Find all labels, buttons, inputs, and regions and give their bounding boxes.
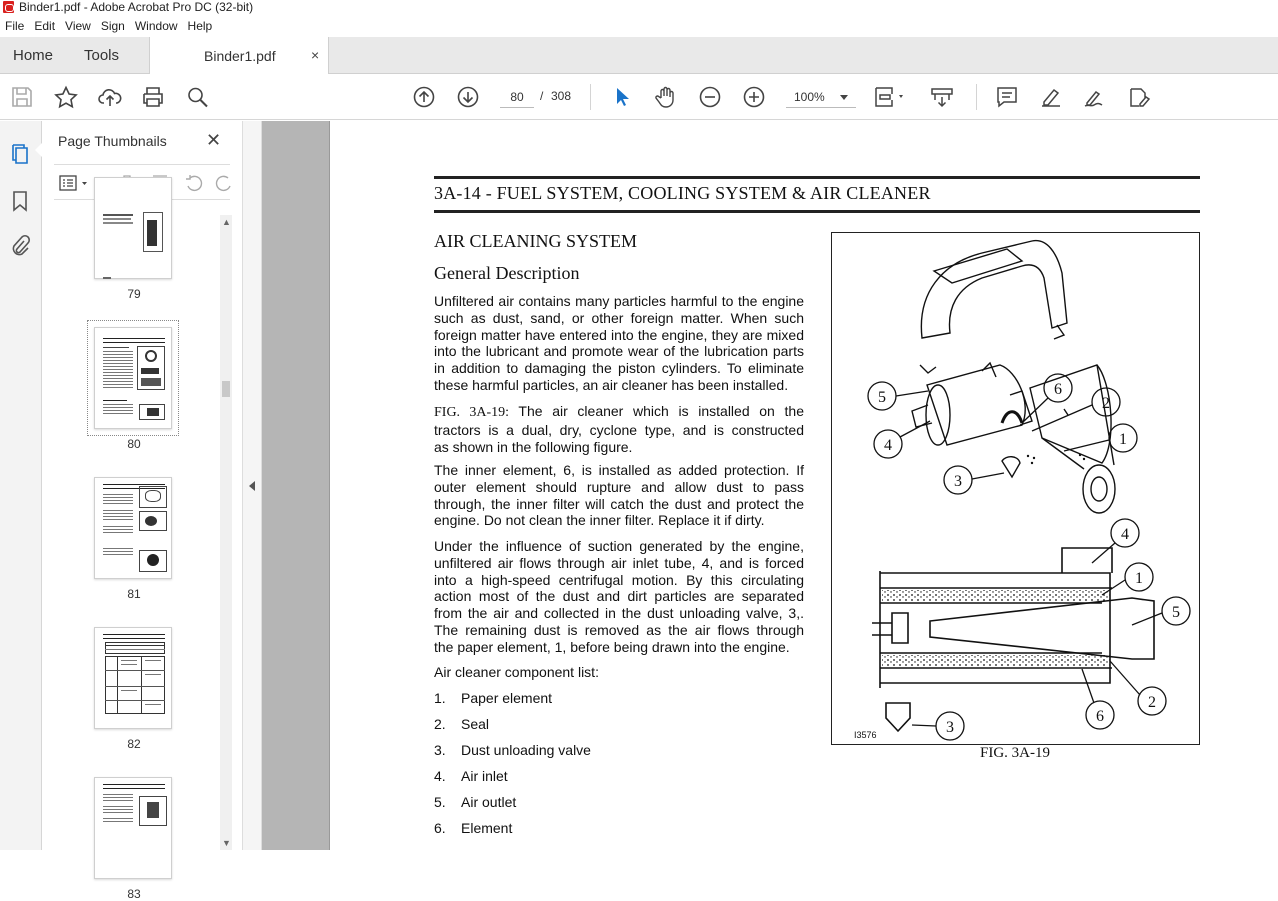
thumbnail-scrollbar[interactable] [220, 215, 232, 850]
hand-icon[interactable] [654, 86, 678, 108]
panel-title: Page Thumbnails [58, 133, 167, 149]
zoom-out-icon[interactable] [698, 86, 722, 108]
document-viewport[interactable] [262, 121, 1278, 850]
tab-home[interactable]: Home [13, 47, 54, 64]
callout-label: 1 [1119, 431, 1127, 448]
pdf-page [329, 121, 1278, 850]
list-item: 1. Paper element [434, 690, 553, 706]
chevron-down-icon[interactable]: ▼ [222, 838, 231, 848]
bookmark-icon[interactable] [9, 190, 31, 212]
menu-view[interactable]: View [65, 19, 91, 33]
acrobat-app-icon [3, 1, 14, 13]
list-item: 4. Air inlet [434, 768, 508, 784]
list-item: 2. Seal [434, 716, 490, 732]
options-menu-icon[interactable] [58, 174, 92, 192]
list-item: 6. Element [434, 820, 513, 836]
save-icon[interactable] [10, 86, 34, 108]
figure-caption: FIG. 3A-19 [980, 745, 1050, 761]
fit-page-icon[interactable] [873, 86, 907, 108]
list-item: 3. Dust unloading valve [434, 742, 591, 758]
rotate-left-icon[interactable] [184, 174, 204, 192]
toolbar-divider [976, 84, 977, 110]
zoom-value: 100% [794, 90, 825, 104]
header-rule-bottom [434, 210, 1200, 213]
sign-icon[interactable] [1083, 86, 1107, 108]
tab-document[interactable] [149, 37, 329, 74]
thumbnails-panel [42, 121, 242, 901]
callout-label: 2 [1102, 395, 1110, 412]
navigation-rail [0, 121, 42, 850]
title-bar [0, 0, 1278, 14]
select-arrow-icon[interactable] [610, 86, 634, 108]
section-title: AIR CLEANING SYSTEM [434, 231, 638, 251]
tab-tools[interactable]: Tools [84, 47, 120, 64]
active-panel-indicator [35, 143, 42, 157]
page-number-input[interactable]: 80 [500, 86, 534, 108]
component-list-title: Air cleaner component list: [434, 664, 599, 680]
page-header: 3A-14 - FUEL SYSTEM, COOLING SYSTEM & AIR CLEANER [434, 183, 931, 203]
menu-window[interactable]: Window [134, 19, 178, 33]
tab-close-icon[interactable]: × [311, 47, 320, 63]
tab-document-label: Binder1.pdf [204, 48, 276, 64]
callout-label: 6 [1096, 708, 1104, 725]
page-down-icon[interactable] [456, 86, 480, 108]
callout-label: 4 [1121, 526, 1129, 543]
figure-code: I3576 [854, 730, 877, 740]
zoom-in-icon[interactable] [742, 86, 766, 108]
subsection-title: General Description [434, 263, 580, 283]
close-icon[interactable]: ✕ [206, 130, 222, 150]
thumbnail-page[interactable] [94, 627, 172, 729]
list-item: 5. Air outlet [434, 794, 517, 810]
attachment-icon[interactable] [9, 235, 31, 257]
callout-label: 6 [1054, 381, 1062, 398]
panel-splitter[interactable] [242, 121, 262, 850]
thumbnail-page-number: 82 [127, 737, 141, 751]
chevron-down-icon [840, 95, 848, 100]
zoom-select[interactable] [786, 86, 856, 108]
callout-label: 5 [1172, 604, 1180, 621]
search-icon[interactable] [186, 86, 210, 108]
tab-bar [0, 37, 1278, 74]
page-separator: / [540, 89, 544, 103]
page-thumbnails-icon[interactable] [9, 143, 31, 165]
menu-edit[interactable]: Edit [34, 19, 56, 33]
air-cleaner-illustration [832, 233, 1199, 744]
main-toolbar [0, 74, 1278, 120]
star-icon[interactable] [54, 86, 78, 108]
callout-label: 5 [878, 389, 886, 406]
menu-bar [0, 16, 1278, 36]
thumbnail-page-number: 79 [127, 287, 141, 301]
highlight-icon[interactable] [1039, 86, 1063, 108]
scrollbar-thumb[interactable] [222, 381, 230, 397]
print-icon[interactable] [141, 86, 165, 108]
thumbnail-page-selected[interactable] [94, 327, 172, 429]
comment-icon[interactable] [995, 86, 1019, 108]
thumbnail-page-number: 83 [127, 887, 141, 901]
paragraph-inner-element: The inner element, 6, is installed as added protection. If outer element should rupture and allow dust to pass through, the inner filter will catch the dust and protect the engine. Do not clean the inner filter. Replace it if dirty. [434, 462, 804, 529]
thumbnail-page-number: 81 [127, 587, 141, 601]
air-cleaner-figure [831, 232, 1200, 745]
chevron-up-icon[interactable]: ▲ [222, 217, 231, 227]
page-up-icon[interactable] [412, 86, 436, 108]
callout-label: 2 [1148, 694, 1156, 711]
figure-reference: FIG. 3A-19: [434, 405, 509, 420]
menu-file[interactable]: File [5, 19, 25, 33]
thumbnail-page[interactable] [94, 777, 172, 879]
callout-label: 4 [884, 437, 892, 454]
paragraph-intro: Unfiltered air contains many particles harmful to the engine such as dust, sand, or other foreign matter. When such foreign matter have entered into the engine, they are mixed into the lubricant and promote wear of the lubrication parts in addition to damaging the piston cylinders. To eliminate these harmful particles, an air cleaner has been installed. [434, 293, 804, 393]
callout-label: 1 [1135, 570, 1143, 587]
toolbar-divider [590, 84, 591, 110]
window-title: Binder1.pdf - Adobe Acrobat Pro DC (32-bit) [19, 0, 254, 14]
menu-help[interactable]: Help [187, 19, 213, 33]
upload-icon[interactable] [98, 86, 122, 108]
menu-sign[interactable]: Sign [100, 19, 125, 33]
paragraph-suction: Under the influence of suction generated by the engine, unfiltered air flows through air inlet tube, 4, and is forced into a high-speed centrifugal motion. By this circulating action most of the dust and dirt particles are separated from the air and collected in the dust unloading valve, 3,. The remaining dust is removed as the air flows through the paper element, 1, before being drawn into the engine. [434, 538, 804, 655]
scroll-mode-icon[interactable] [930, 86, 954, 108]
thumbnail-page[interactable] [94, 477, 172, 579]
header-rule-top [434, 176, 1200, 179]
thumbnail-page-number: 80 [127, 437, 141, 451]
page-total: 308 [551, 89, 572, 103]
thumbnail-page[interactable] [94, 177, 172, 279]
rotate-right-icon[interactable] [214, 174, 230, 192]
thumbnail-list [54, 213, 234, 901]
edit-pdf-icon[interactable] [1127, 86, 1151, 108]
collapse-panel-icon[interactable] [249, 481, 255, 491]
callout-label: 3 [946, 719, 954, 736]
paragraph-figure-ref: FIG. 3A-19: The air cleaner which is installed on the tractors is a dual, dry, cyclone type, and is constructed as shown in the following figure. [434, 403, 804, 455]
callout-label: 3 [954, 473, 962, 490]
